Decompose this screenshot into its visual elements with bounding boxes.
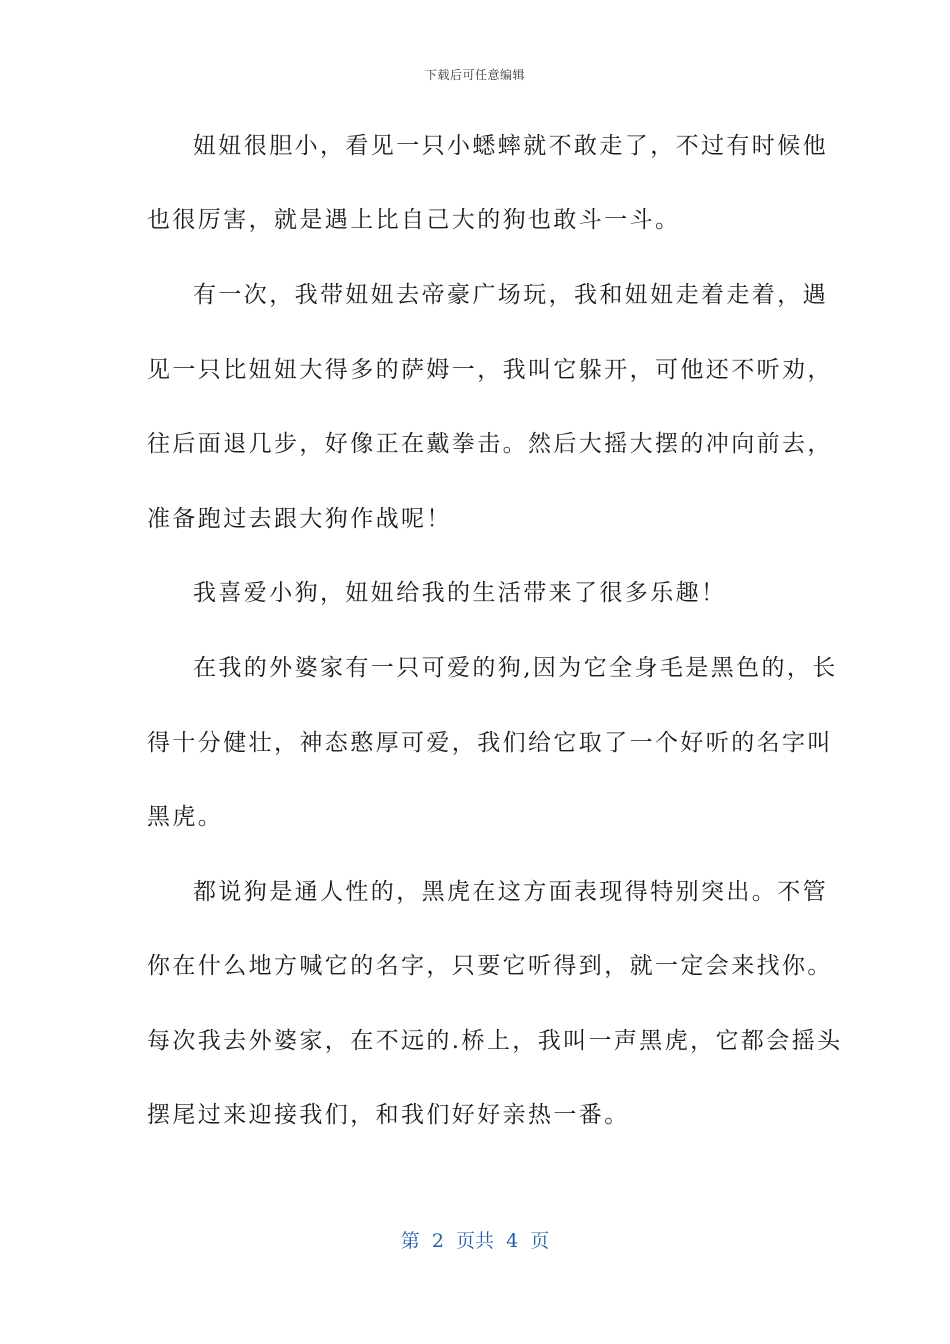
paragraph-line: 准备跑过去跟大狗作战呢！	[147, 506, 452, 532]
paragraph-line: 你在什么地方喊它的名字，只要它听得到，就一定会来找你。	[147, 953, 833, 979]
paragraph-line: 妞妞很胆小，看见一只小蟋蟀就不敢走了，不过有时候他	[193, 133, 828, 159]
paragraph-line: 也很厉害，就是遇上比自己大的狗也敢斗一斗。	[147, 207, 681, 233]
paragraph-line: 见一只比妞妞大得多的萨姆一，我叫它躲开，可他还不听劝，	[147, 357, 833, 383]
page-number-footer: 第 2 页共 4 页	[400, 1230, 550, 1252]
paragraph-line: 有一次，我带妞妞去帝豪广场玩，我和妞妞走着走着，遇	[193, 282, 828, 308]
paragraph-line: 我喜爱小狗，妞妞给我的生活带来了很多乐趣！	[193, 580, 727, 606]
paragraph-line: 摆尾过来迎接我们，和我们好好亲热一番。	[147, 1102, 630, 1128]
paragraph-line: 都说狗是通人性的，黑虎在这方面表现得特别突出。不管	[193, 879, 828, 905]
header-note: 下载后可任意编辑	[424, 68, 525, 82]
paragraph-line: 黑虎。	[147, 804, 224, 830]
paragraph-line: 在我的外婆家有一只可爱的狗,因为它全身毛是黑色的，长	[193, 655, 838, 681]
paragraph-line: 往后面退几步，好像正在戴拳击。然后大摇大摆的冲向前去，	[147, 431, 833, 457]
paragraph-line: 得十分健壮，神态憨厚可爱，我们给它取了一个好听的名字叫	[147, 730, 833, 756]
paragraph-line: 每次我去外婆家，在不远的.桥上，我叫一声黑虎，它都会摇头	[147, 1028, 843, 1054]
